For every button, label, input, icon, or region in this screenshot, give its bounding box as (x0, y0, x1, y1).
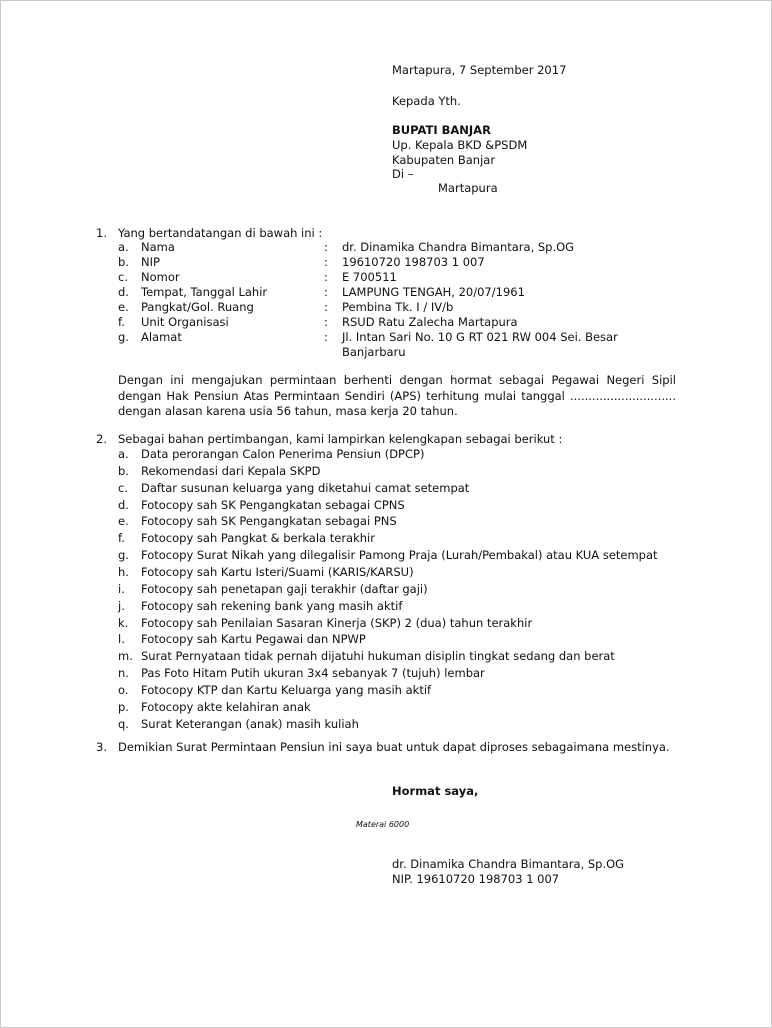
attachment-letter: b. (118, 464, 129, 478)
attachment-letter: a. (118, 447, 129, 461)
attachment-item: Data perorangan Calon Penerima Pensiun (DPCP) (141, 447, 425, 461)
attachment-letter: c. (118, 481, 128, 495)
attachment-letter: o. (118, 683, 129, 697)
field-label: Nomor (141, 270, 180, 284)
field-colon: : (324, 330, 328, 344)
attachment-letter: q. (118, 717, 129, 731)
to-label: Kepada Yth. (392, 94, 461, 108)
field-letter: b. (118, 255, 129, 269)
attachment-item: Rekomendasi dari Kepala SKPD (141, 464, 321, 478)
attachment-item: Fotocopy sah Penilaian Sasaran Kinerja (SKP) 2 (dua) tahun terakhir (141, 616, 533, 630)
field-label: Tempat, Tanggal Lahir (141, 285, 268, 299)
field-label: Pangkat/Gol. Ruang (141, 300, 254, 314)
field-label: NIP (141, 255, 160, 269)
attachment-item: Fotocopy sah Kartu Isteri/Suami (KARIS/KARSU) (141, 565, 414, 579)
attachment-item: Surat Keterangan (anak) masih kuliah (141, 717, 359, 731)
section-2-number: 2. (96, 432, 107, 446)
field-letter: a. (118, 240, 129, 254)
field-value-continued: Banjarbaru (342, 345, 406, 359)
field-value: E 700511 (342, 270, 397, 284)
attachment-letter: m. (118, 649, 133, 663)
attachment-letter: h. (118, 565, 129, 579)
field-value: 19610720 198703 1 007 (342, 255, 485, 269)
request-paragraph: Dengan ini mengajukan permintaan berhenti dengan hormat sebagai Pegawai Negeri Sipil dengan Hak Pensiun Atas Permintaan Sendiri (APS) terhitung mulai tanggal ............................. dengan alasan karena usia 56 tahun, masa kerja 20 tahun. (118, 373, 676, 418)
field-value: dr. Dinamika Chandra Bimantara, Sp.OG (342, 240, 575, 254)
field-letter: c. (118, 270, 128, 284)
attachment-letter: i. (118, 582, 125, 596)
field-letter: g. (118, 330, 129, 344)
city-line: Martapura (438, 181, 498, 195)
field-colon: : (324, 315, 328, 329)
attachment-item: Fotocopy sah penetapan gaji terakhir (daftar gaji) (141, 582, 428, 596)
field-value: Pembina Tk. I / IV/b (342, 300, 454, 314)
section-3-number: 3. (96, 740, 107, 754)
attachment-letter: e. (118, 514, 129, 528)
closing-statement: Demikian Surat Permintaan Pensiun ini saya buat untuk dapat diproses sebagaimana mestinya. (118, 740, 670, 754)
section-1-number: 1. (96, 226, 107, 240)
field-colon: : (324, 270, 328, 284)
stamp-label: Materai 6000 (356, 820, 410, 829)
attachment-item: Fotocopy sah Pangkat & berkala terakhir (141, 531, 375, 545)
field-colon: : (324, 255, 328, 269)
attachment-letter: k. (118, 616, 129, 630)
attachment-item: Pas Foto Hitam Putih ukuran 3x4 sebanyak 7 (tujuh) lembar (141, 666, 485, 680)
signer-nip: NIP. 19610720 198703 1 007 (392, 872, 560, 886)
attention-line: Up. Kepala BKD &PSDM (392, 138, 528, 152)
attachment-item: Fotocopy sah SK Pengangkatan sebagai CPNS (141, 498, 405, 512)
field-colon: : (324, 285, 328, 299)
field-value: LAMPUNG TENGAH, 20/07/1961 (342, 285, 525, 299)
field-letter: d. (118, 285, 129, 299)
recipient: BUPATI BANJAR (392, 123, 491, 137)
regards: Hormat saya, (392, 784, 479, 798)
field-letter: e. (118, 300, 129, 314)
attachment-item: Fotocopy sah Kartu Pegawai dan NPWP (141, 632, 366, 646)
field-label: Alamat (141, 330, 182, 344)
place-date: Martapura, 7 September 2017 (392, 63, 567, 77)
attachment-item: Fotocopy KTP dan Kartu Keluarga yang masih aktif (141, 683, 432, 697)
attachment-letter: p. (118, 700, 129, 714)
field-colon: : (324, 300, 328, 314)
field-colon: : (324, 240, 328, 254)
at-line: Di – (392, 167, 414, 181)
attachment-letter: l. (118, 632, 125, 646)
attachment-letter: n. (118, 666, 129, 680)
field-value: Jl. Intan Sari No. 10 G RT 021 RW 004 Sei. Besar (342, 330, 618, 344)
field-label: Nama (141, 240, 175, 254)
regency-line: Kabupaten Banjar (392, 153, 496, 167)
attachment-letter: j. (118, 599, 125, 613)
attachment-letter: f. (118, 531, 125, 545)
attachment-item: Fotocopy sah rekening bank yang masih aktif (141, 599, 403, 613)
attachment-item: Daftar susunan keluarga yang diketahui camat setempat (141, 481, 470, 495)
attachment-item: Fotocopy sah SK Pengangkatan sebagai PNS (141, 514, 397, 528)
attachment-item: Fotocopy akte kelahiran anak (141, 700, 311, 714)
field-label: Unit Organisasi (141, 315, 229, 329)
attachment-letter: g. (118, 548, 129, 562)
signer-name: dr. Dinamika Chandra Bimantara, Sp.OG (392, 857, 625, 871)
field-value: RSUD Ratu Zalecha Martapura (342, 315, 518, 329)
section-2-intro: Sebagai bahan pertimbangan, kami lampirkan kelengkapan sebagai berikut : (118, 432, 563, 446)
attachment-item: Surat Pernyataan tidak pernah dijatuhi hukuman disiplin tingkat sedang dan berat (141, 649, 615, 663)
section-1-intro: Yang bertandatangan di bawah ini : (118, 226, 323, 240)
attachment-item: Fotocopy Surat Nikah yang dilegalisir Pamong Praja (Lurah/Pembakal) atau KUA setempat (141, 548, 658, 562)
attachment-letter: d. (118, 498, 129, 512)
field-letter: f. (118, 315, 125, 329)
